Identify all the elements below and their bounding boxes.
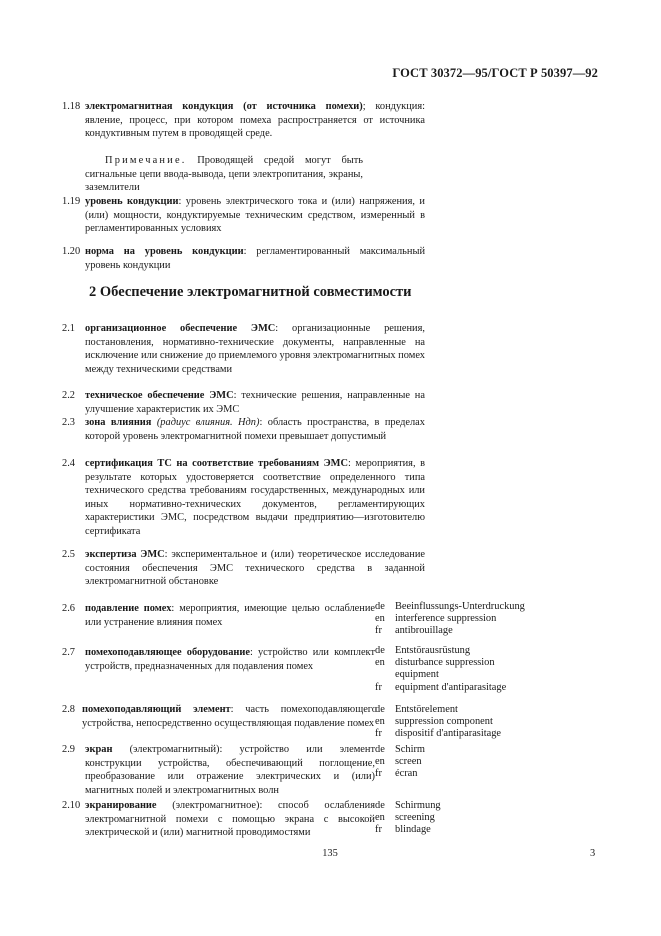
lang-code: en bbox=[375, 716, 385, 728]
term-name: норма на уровень кондукции bbox=[85, 246, 244, 257]
term-body bbox=[85, 646, 375, 673]
term-name: сертификация ТС на соответствие требованиям ЭМС bbox=[85, 458, 348, 469]
page-number-center: 135 bbox=[322, 848, 338, 859]
term-name: экран bbox=[85, 744, 113, 755]
foreign-equivalents-2-10 bbox=[375, 800, 605, 837]
term-definition: ; кондукция: явление, процесс, при котором помеха распространяется от источника кондуктивным путем в проводящей среде. bbox=[85, 101, 425, 140]
term-body bbox=[85, 245, 425, 272]
foreign-term: suppression component bbox=[395, 716, 493, 728]
lang-code: de bbox=[375, 645, 385, 656]
term-name: организационное обеспечение ЭМС bbox=[85, 323, 276, 334]
term-number: 2.10 bbox=[62, 800, 81, 811]
term-number: 1.19 bbox=[62, 196, 81, 207]
term-definition: : организационные решения, постановления, нормативно-технические документы, направленные на исключение или снижение до приемлемого уровня электромагнитных помех между техническими средствами bbox=[85, 323, 425, 375]
term-name: электромагнитная кондукция (от источника помехи) bbox=[85, 101, 363, 112]
term-name: экранирование bbox=[85, 800, 157, 811]
foreign-equivalents-2-7 bbox=[375, 645, 605, 694]
lang-code: en bbox=[375, 812, 385, 824]
term-definition: (электромагнитный): устройство или элемент конструкции устройства, обеспечивающий поглощение, преобразование или отражение электрических и (или) магнитных полей и электромагнитных волн bbox=[85, 744, 375, 796]
note-1-18 bbox=[85, 154, 363, 195]
term-number: 2.3 bbox=[62, 417, 75, 428]
lang-code: fr bbox=[375, 681, 382, 693]
page-header-title: ГОСТ 30372—95/ГОСТ Р 50397—92 bbox=[392, 66, 598, 80]
note-lead: Примечание. bbox=[105, 155, 187, 166]
term-name: уровень кондукции bbox=[85, 196, 179, 207]
term-synonym: (радиус влияния. Ндп) bbox=[151, 417, 260, 428]
term-definition: : часть помехоподавляющего устройства, непосредственно осуществляющая подавление помех bbox=[82, 704, 378, 729]
foreign-equivalents-2-8 bbox=[375, 704, 605, 741]
lang-code: de bbox=[375, 704, 385, 715]
foreign-term: antibrouillage bbox=[395, 625, 453, 637]
lang-code bbox=[375, 669, 395, 681]
term-definition: : уровень электрического тока и (или) напряжения, и (или) мощности, кондуктируемые техническим средством, измеренный в регламентированных условиях bbox=[85, 196, 425, 235]
lang-code: de bbox=[375, 744, 385, 755]
term-number: 2.9 bbox=[62, 744, 75, 755]
lang-code: en bbox=[375, 613, 385, 625]
term-name: зона влияния bbox=[85, 417, 152, 428]
term-body bbox=[85, 195, 425, 236]
foreign-term: disturbance suppression bbox=[395, 657, 495, 669]
term-definition: (электромагнитное): способ ослабления электромагнитной помехи с помощью экрана с высокой электрической и (или) магнитной проводимостями bbox=[85, 800, 375, 839]
term-number: 2.7 bbox=[62, 647, 75, 658]
foreign-term: Schirmung bbox=[395, 800, 441, 811]
term-number: 2.5 bbox=[62, 549, 75, 560]
lang-code: fr bbox=[375, 824, 382, 836]
term-body bbox=[85, 416, 425, 443]
foreign-term: Entstörelement bbox=[395, 704, 458, 715]
note-text: Проводящей средой могут быть сигнальные цепи ввода-вывода, цепи электропитания, экраны, заземлители bbox=[85, 155, 363, 194]
term-number: 2.6 bbox=[62, 603, 75, 614]
term-definition: : мероприятия, в результате которых удостоверяется соответствие определенного типа технического средства требованиям государственных, международных или иных нормативно-технических документов, регламентирующих характеристики ЭМС, посредством выдачи предприятию—изготовителю сертификата bbox=[85, 458, 425, 537]
foreign-term: blindage bbox=[395, 824, 431, 836]
foreign-term: écran bbox=[395, 768, 418, 780]
foreign-term: dispositif d'antiparasitage bbox=[395, 728, 502, 740]
term-number: 2.4 bbox=[62, 458, 75, 469]
term-body bbox=[85, 548, 425, 589]
foreign-term: interference suppression bbox=[395, 613, 497, 625]
term-name: подавление помех bbox=[85, 603, 172, 614]
term-number: 2.1 bbox=[62, 323, 75, 334]
term-number: 2.2 bbox=[62, 390, 75, 401]
term-body bbox=[85, 799, 375, 840]
foreign-term: Beeinflussungs-Unterdruckung bbox=[395, 601, 525, 612]
term-number: 2.8 bbox=[62, 704, 75, 715]
term-name: техническое обеспечение ЭМС bbox=[85, 390, 234, 401]
foreign-term: Entstörausrüstung bbox=[395, 645, 471, 656]
term-body bbox=[85, 743, 375, 797]
term-body bbox=[85, 100, 425, 141]
foreign-term: equipment d'antiparasitage bbox=[395, 681, 507, 693]
lang-code: fr bbox=[375, 768, 382, 780]
term-definition: : область пространства, в пределах которой уровень электромагнитной помехи превышает допустимый bbox=[85, 417, 425, 442]
section-title: 2 Обеспечение электромагнитной совместимости bbox=[89, 284, 412, 300]
lang-code: en bbox=[375, 756, 385, 768]
term-body bbox=[85, 389, 425, 416]
term-number: 1.18 bbox=[62, 101, 81, 112]
lang-code: de bbox=[375, 800, 385, 811]
term-definition: : технические решения, направленные на улучшение характеристик их ЭМС bbox=[85, 390, 425, 415]
foreign-term: screening bbox=[395, 812, 435, 824]
lang-code: fr bbox=[375, 625, 382, 637]
foreign-equivalents-2-6 bbox=[375, 601, 605, 638]
term-number: 1.20 bbox=[62, 246, 81, 257]
term-body bbox=[85, 322, 425, 376]
term-definition: : регламентированный максимальный уровень кондукции bbox=[85, 246, 426, 271]
term-body bbox=[85, 602, 375, 629]
lang-code: de bbox=[375, 601, 385, 612]
term-definition: : мероприятия, имеющие целью ослабление или устранение влияния помех bbox=[85, 603, 375, 628]
lang-code: en bbox=[375, 657, 385, 669]
term-name: экспертиза ЭМС bbox=[85, 549, 165, 560]
foreign-equivalents-2-9 bbox=[375, 744, 605, 781]
term-body bbox=[82, 703, 377, 730]
term-name: помехоподавляющий элемент bbox=[82, 704, 231, 715]
term-body bbox=[85, 457, 425, 539]
foreign-term: Schirm bbox=[395, 744, 426, 755]
term-definition: : экспериментальное и (или) теоретическое исследование состояния обеспечения ЭМС технического средства в заданной электромагнитной обстановке bbox=[85, 549, 425, 588]
foreign-term: equipment bbox=[395, 669, 439, 681]
term-definition: : устройство или комплект устройств, предназначенных для подавления помех bbox=[85, 647, 376, 672]
page-number-right: 3 bbox=[590, 848, 596, 859]
lang-code: fr bbox=[375, 728, 382, 740]
foreign-term: screen bbox=[395, 756, 422, 768]
term-name: помехоподавляющее оборудование bbox=[85, 647, 250, 658]
